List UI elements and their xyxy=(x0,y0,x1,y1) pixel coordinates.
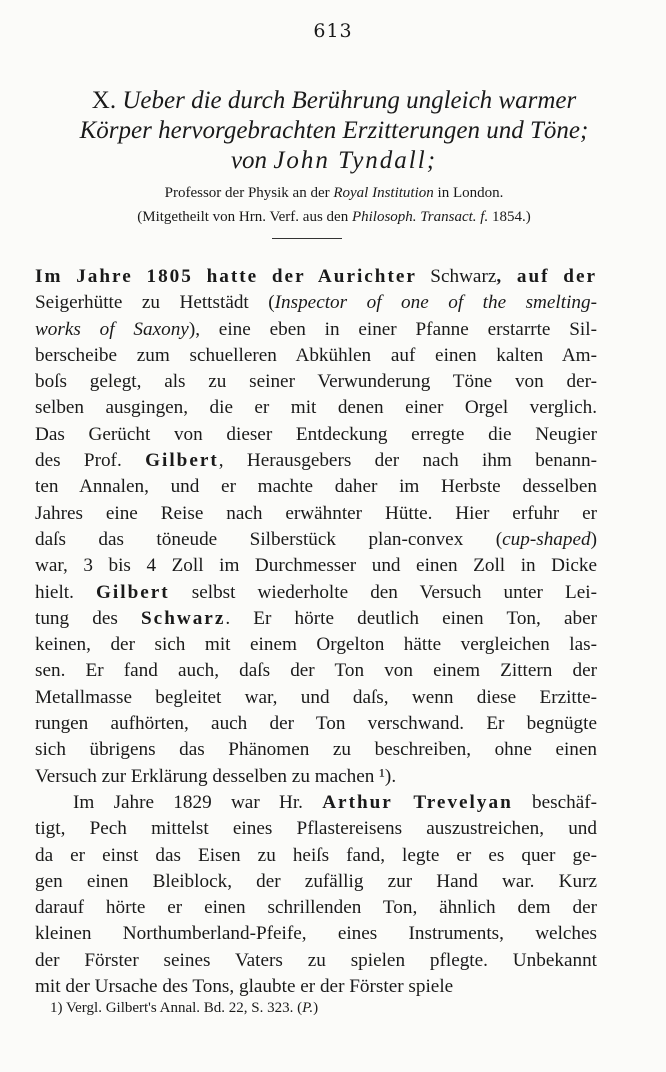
text-segment: mit der Ursache des Tons, glaubte er der Förster spiele xyxy=(35,976,454,998)
article-title-line-1 xyxy=(28,86,640,116)
body-line xyxy=(35,474,597,500)
source-note-journal: Philosoph. Transact. f. xyxy=(351,209,489,225)
text-segment: darauf hörte er einen schrillenden Ton, ähnlich dem der xyxy=(35,897,597,919)
text-segment: ) xyxy=(590,528,597,550)
text-segment: Versuch zur Erklärung desselben zu machen ¹). xyxy=(35,765,397,787)
affiliation-suffix: in London. xyxy=(437,185,504,201)
body-line xyxy=(35,843,597,869)
body-line xyxy=(35,448,597,474)
text-segment: da er einst das Eisen zu heiſs fand, legte er es quer ge- xyxy=(35,844,597,866)
text-segment: boſs gelegt, als zu seiner Verwunderung Töne von der- xyxy=(35,371,597,393)
body-line xyxy=(35,343,597,369)
text-segment: Das Gerücht von dieser Entdeckung erregte die Neugier xyxy=(35,423,597,445)
body-line xyxy=(35,685,597,711)
article-title-text-1: Ueber die durch Berührung ungleich warmer xyxy=(122,87,577,114)
text-segment: berscheibe zum schuelleren Abkühlen auf einen kalten Am- xyxy=(35,344,597,366)
body-line xyxy=(35,606,597,632)
person-name: Schwarz xyxy=(141,607,226,629)
body-line xyxy=(35,974,597,1000)
person-name: , auf der xyxy=(496,266,597,287)
article-header xyxy=(28,86,640,228)
text-segment: , Herausgebers der nach ihm benann- xyxy=(218,450,597,472)
body-line xyxy=(35,764,597,790)
text-segment: daſs das töneude Silberstück plan-convex ( xyxy=(35,528,503,550)
text-segment: des Prof. xyxy=(35,450,146,472)
text-segment: Schwarz xyxy=(430,266,497,287)
italic-phrase: Inspector of one of the smelting- xyxy=(274,292,597,314)
text-segment: selbst wiederholte den Versuch unter Lei- xyxy=(169,581,597,603)
affiliation-institution: Royal Institution xyxy=(333,185,434,201)
page-number: 613 xyxy=(313,20,353,42)
text-segment: beschäf- xyxy=(512,791,597,813)
body-line xyxy=(35,553,597,579)
text-segment: gen einen Bleiblock, der zufällig zur Hand war. Kurz xyxy=(35,870,597,892)
text-segment: Jahres eine Reise nach erwähnter Hütte. Hier erfuhr er xyxy=(35,502,597,524)
body-line xyxy=(35,790,597,816)
body-line xyxy=(35,948,597,974)
author-name: John Tyndall; xyxy=(273,147,438,174)
body-line xyxy=(35,711,597,737)
affiliation xyxy=(28,182,640,204)
body-line xyxy=(35,395,597,421)
body-line xyxy=(35,580,597,606)
text-segment: sen. Er fand auch, daſs der Ton von einem Zittern der xyxy=(35,660,597,682)
person-name: Im Jahre 1805 hatte der Aurichter xyxy=(35,266,431,287)
body-line xyxy=(35,527,597,553)
body-line xyxy=(35,921,597,947)
body-line xyxy=(35,658,597,684)
source-note-prefix: (Mitgetheilt von Hrn. Verf. aus den xyxy=(137,209,349,225)
body-line xyxy=(35,290,597,316)
body-line xyxy=(35,422,597,448)
body-line xyxy=(35,632,597,658)
footnote-mark: P. xyxy=(302,1000,314,1016)
footnote xyxy=(50,998,610,1018)
text-segment: kleinen Northumberland-Pfeife, eines Instruments, welches xyxy=(35,923,597,945)
body-line xyxy=(35,369,597,395)
body-line xyxy=(35,317,597,343)
body-line xyxy=(35,869,597,895)
text-segment: sich übrigens das Phänomen zu beschreiben, ohne einen xyxy=(35,739,597,761)
person-name: Arthur Trevelyan xyxy=(322,791,513,813)
footnote-close: ) xyxy=(313,1000,319,1016)
section-divider xyxy=(272,238,342,239)
source-note-suffix: 1854.) xyxy=(491,209,531,225)
text-segment: tigt, Pech mittelst eines Pflastereisens auszustreichen, und xyxy=(35,818,597,840)
text-segment: selben ausgingen, die er mit denen einer Orgel verglich. xyxy=(35,397,597,419)
text-segment: Metallmasse begleitet war, und daſs, wenn diese Erzitte- xyxy=(35,686,597,708)
text-segment: hielt. xyxy=(35,581,96,603)
body-text xyxy=(35,264,597,1000)
text-segment: tung des xyxy=(35,607,141,629)
footnote-text: 1) Vergl. Gilbert's Annal. Bd. 22, S. 323. ( xyxy=(50,1000,303,1016)
text-segment: ten Annalen, und er machte daher im Herbste desselben xyxy=(35,476,597,498)
person-name: Gilbert xyxy=(95,581,170,603)
body-line xyxy=(35,264,597,290)
text-segment: Im Jahre 1829 war Hr. xyxy=(73,791,323,813)
text-segment: . Er hörte deutlich einen Ton, aber xyxy=(225,607,597,629)
person-name: Gilbert xyxy=(145,450,219,472)
source-note xyxy=(28,206,640,228)
affiliation-text: Professor der Physik an der xyxy=(164,185,330,201)
text-segment: Seigerhütte zu Hettstädt ( xyxy=(35,292,275,314)
italic-phrase: works of Saxony xyxy=(35,318,189,340)
italic-phrase: cup-shaped xyxy=(502,528,591,550)
body-line xyxy=(35,737,597,763)
author-line xyxy=(28,146,640,176)
text-segment: war, 3 bis 4 Zoll im Durchmesser und einen Zoll in Dicke xyxy=(35,555,597,577)
text-segment: der Förster seines Vaters zu spielen pflegte. Unbekannt xyxy=(35,949,597,971)
body-line xyxy=(35,816,597,842)
article-title-line-2: Körper hervorgebrachten Erzitterungen und Töne; xyxy=(79,117,589,144)
body-line xyxy=(35,895,597,921)
text-segment: ), eine eben in einer Pfanne erstarrte Sil- xyxy=(188,318,597,340)
text-segment: rungen aufhörten, auch der Ton verschwand. Er begnügte xyxy=(35,713,597,735)
article-numeral: X. xyxy=(91,87,117,114)
author-prefix: von xyxy=(230,147,268,174)
text-segment: keinen, der sich mit einem Orgelton hätte vergleichen las- xyxy=(35,634,597,656)
body-line xyxy=(35,501,597,527)
